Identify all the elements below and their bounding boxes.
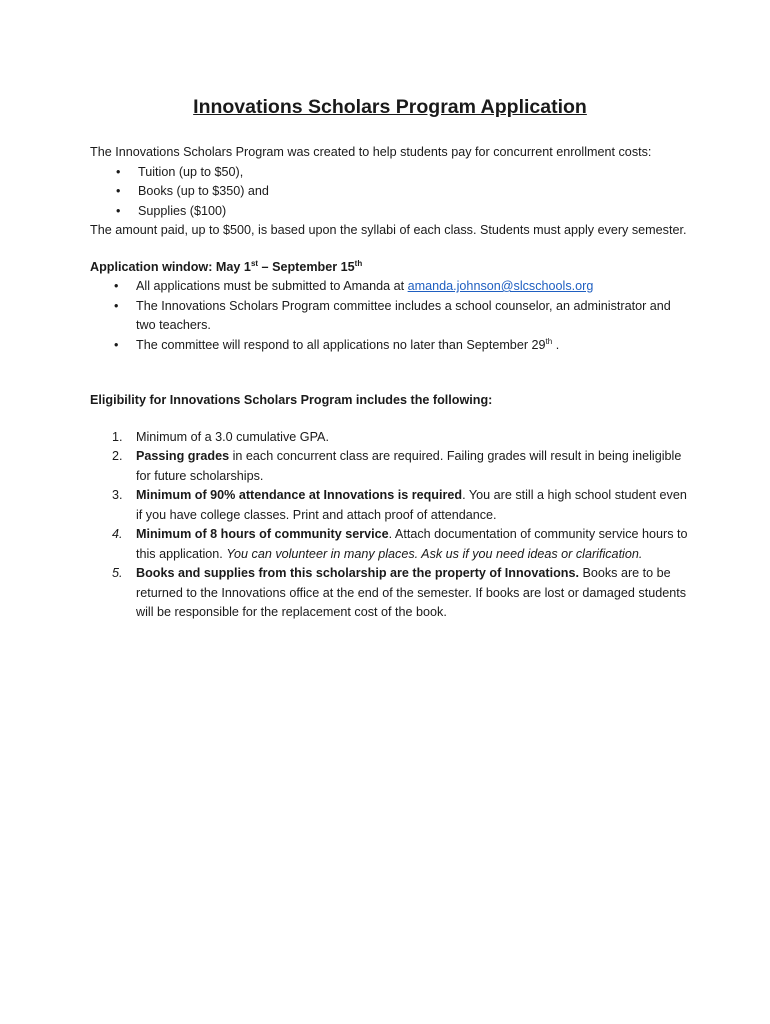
intro-text: The Innovations Scholars Program was created to help students pay for concurrent enrollment costs: [90,145,652,159]
bullet-icon: • [116,203,121,218]
list-item: 5. Books and supplies from this scholarship are the property of Innovations. Books are to be returned to the Innovations office at the end of the semester. If books are lost or damaged students will be responsible for the replacement cost of the book. [112,566,687,619]
bullet-icon: • [114,298,119,313]
document-body [90,95,690,623]
email-link[interactable]: amanda.johnson@slcschools.org [407,279,594,293]
application-window-heading: Application window: May 1st – September 15th [90,258,363,274]
bullet-icon: • [114,337,119,352]
list-item: 3. Minimum of 90% attendance at Innovations is required. You are still a high school student even if you have college classes. Print and attach proof of attendance. [112,488,687,522]
list-item: • Books (up to $350) and [90,182,690,202]
bullet-icon: • [114,279,119,293]
intro-closing: The amount paid, up to $500, is based upon the syllabi of each class. Students must apply every semester. [90,223,687,237]
page-title: Innovations Scholars Program Application [193,96,587,118]
list-item: 1. Minimum of a 3.0 cumulative GPA. [112,429,329,444]
cost-list [90,163,690,222]
eligibility-list [90,428,690,623]
bullet-icon: • [116,184,121,198]
eligibility-heading: Eligibility for Innovations Scholars Program includes the following: [90,393,493,407]
list-item: • Supplies ($100) [90,202,690,222]
window-list [90,277,690,355]
list-item: 4. Minimum of 8 hours of community service. Attach documentation of community service hours to this application. You can volunteer in many places. Ask us if you need ideas or clarification. [112,527,688,561]
list-item: • Tuition (up to $50), [90,163,690,183]
bullet-icon: • [116,164,121,179]
list-item: • The committee will respond to all applications no later than September 29th . [90,336,690,356]
list-item: 2. Passing grades in each concurrent class are required. Failing grades will result in being ineligible for future scholarships. [112,449,682,483]
list-item: • All applications must be submitted to Amanda at amanda.johnson@slcschools.org [90,277,690,297]
list-item: • The Innovations Scholars Program committee includes a school counselor, an administrator and two teachers. [114,298,671,332]
